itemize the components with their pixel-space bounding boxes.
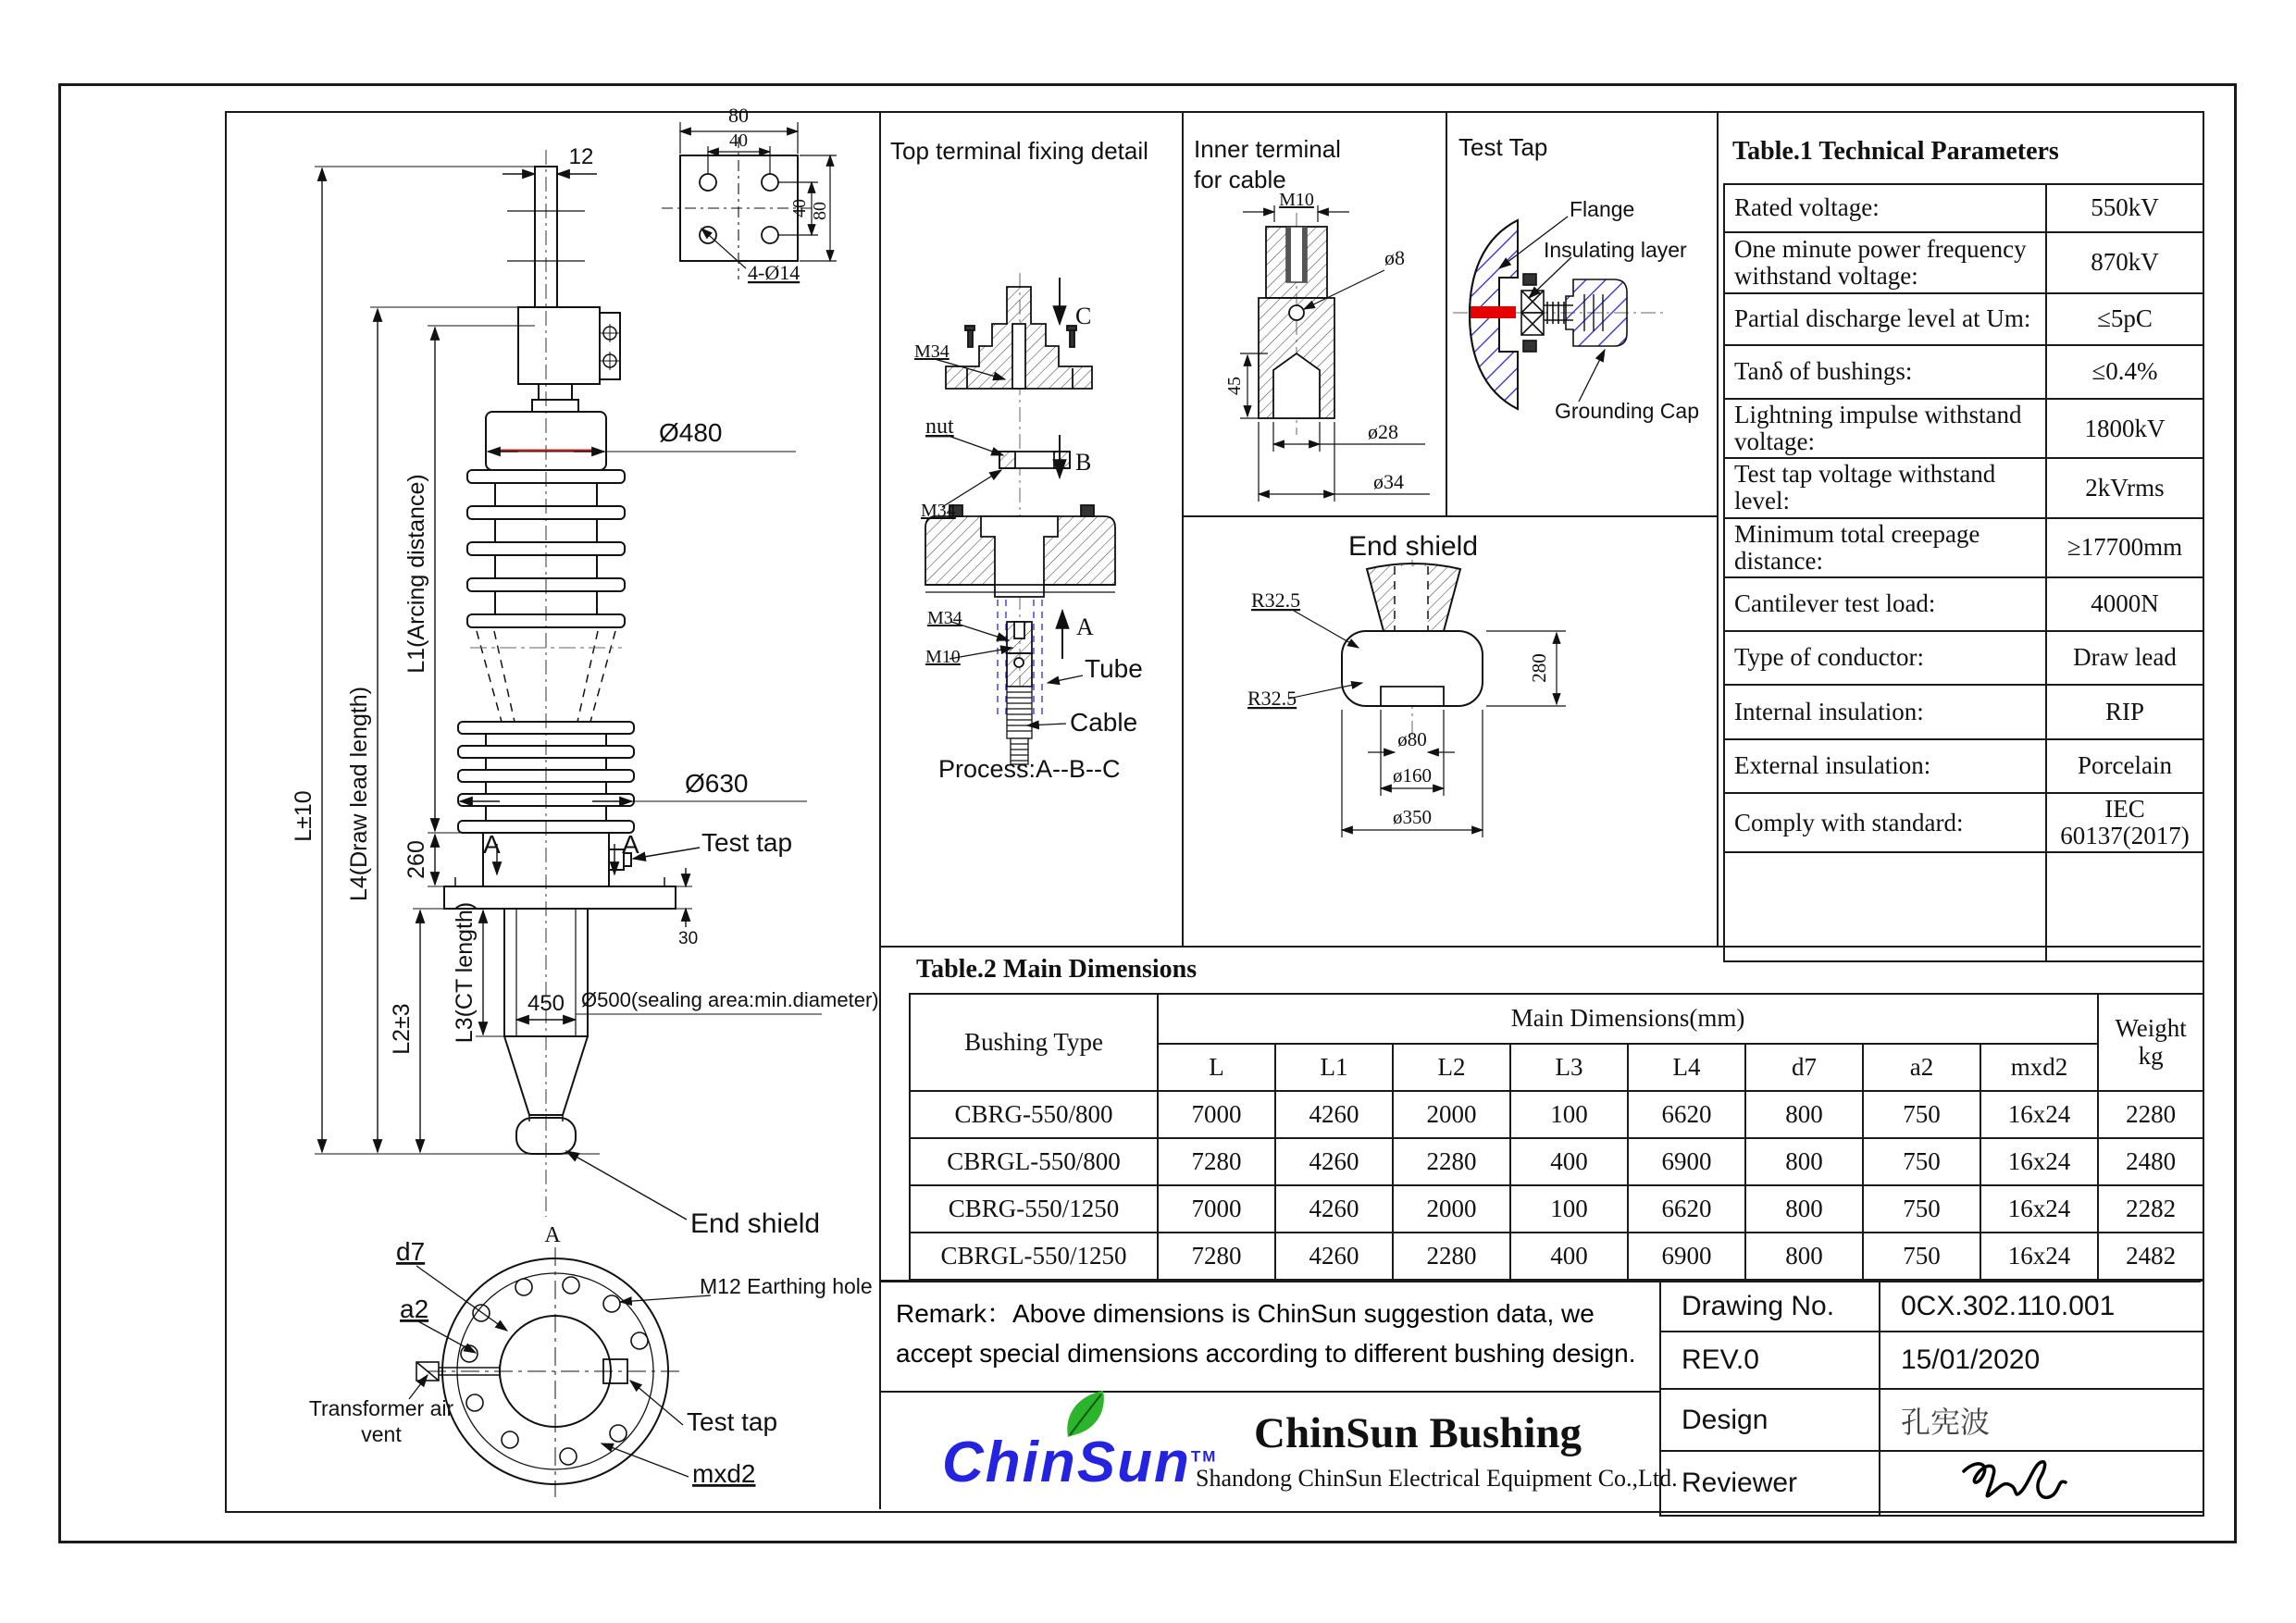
param-value: 4000N <box>2046 577 2203 631</box>
dim-o28: ø28 <box>1368 420 1398 443</box>
label-vent2: vent <box>361 1422 402 1446</box>
ct-tube <box>504 909 588 1154</box>
dim-450: 450 <box>527 991 565 1016</box>
param-value <box>2046 852 2203 961</box>
label-m34-mid: M34 <box>921 501 956 521</box>
param-value: 1800kV <box>2046 399 2203 458</box>
label-b: B <box>1075 449 1092 476</box>
param-value: ≥17700mm <box>2046 518 2203 577</box>
table-row <box>1724 458 2203 517</box>
table2-title: Table.2 Main Dimensions <box>916 955 1198 984</box>
section-a-right: A <box>622 830 639 859</box>
label-insulating: Insulating layer <box>1544 238 1687 262</box>
label-m34-top: M34 <box>914 341 949 362</box>
table-row <box>1724 631 2203 685</box>
label-m10: M10 <box>925 647 961 667</box>
dim-L1: L1(Arcing distance) <box>403 474 429 674</box>
table-row <box>1724 685 2203 739</box>
param-label: Test tap voltage withstand level: <box>1724 458 2046 517</box>
subcol: L3 <box>1510 1044 1628 1091</box>
process-note: Process:A--B--C <box>938 755 1121 783</box>
dim-r-bot: R32.5 <box>1247 687 1297 710</box>
reviewer-signature-cell <box>1880 1451 2203 1516</box>
detail-title: Test Tap <box>1458 133 1548 161</box>
dim-o350: ø350 <box>1393 806 1432 828</box>
shield-body <box>1342 631 1483 706</box>
top-terminal-detail <box>879 111 1182 946</box>
table-row <box>1724 852 2203 961</box>
section-a-left: A <box>483 830 501 859</box>
flange-dim-40r: 40 <box>789 199 810 217</box>
flange-dim-40: 40 <box>729 130 748 151</box>
detail-title-1: Inner terminal <box>1194 135 1341 163</box>
detail-title: End shield <box>1347 531 1479 562</box>
dim-260: 260 <box>403 840 429 879</box>
top-terminal-stem <box>507 167 620 412</box>
param-value: ≤5pC <box>2046 293 2203 345</box>
table-row <box>1724 293 2203 345</box>
dim-12: 12 <box>568 144 594 169</box>
param-value: ≤0.4% <box>2046 345 2203 399</box>
mounting-flange <box>444 833 676 909</box>
remark-note: Remark：Above dimensions is ChinSun suggestion data, we accept special dimensions according to different bushing design. <box>896 1299 1636 1369</box>
inner-terminal-detail <box>1182 111 1446 515</box>
param-value: 550kV <box>2046 184 2203 232</box>
table-row <box>1724 793 2203 852</box>
label-a: A <box>1076 613 1094 640</box>
table-row <box>1724 739 2203 793</box>
subcol: L <box>1158 1044 1275 1091</box>
param-value: Porcelain <box>2046 739 2203 793</box>
label-a2: a2 <box>400 1295 429 1323</box>
param-value: RIP <box>2046 685 2203 739</box>
label-end-shield: End shield <box>690 1208 821 1239</box>
design-value: 孔宪波 <box>1880 1389 2203 1451</box>
detail-title-2: for cable <box>1194 166 1286 193</box>
param-value: 870kV <box>2046 232 2203 293</box>
param-label: Tanδ of bushings: <box>1724 345 2046 399</box>
title-block <box>1659 1280 2204 1517</box>
param-label <box>1724 852 2046 961</box>
dim-L3: L3(CT length) <box>452 901 478 1044</box>
label-m12: M12 Earthing hole <box>700 1274 873 1298</box>
label-c: C <box>1075 303 1092 329</box>
dim-500: Ø500(sealing area:min.diameter) <box>581 988 879 1011</box>
subcol: a2 <box>1863 1044 1980 1091</box>
table-row <box>1724 577 2203 631</box>
table2 <box>909 993 2204 1281</box>
end-shield-detail <box>1182 515 1717 946</box>
dim-630: Ø630 <box>685 769 749 798</box>
flange-dim-80r: 80 <box>810 202 830 220</box>
chinsun-logo <box>925 1393 1222 1508</box>
flange-holes: 4-Ø14 <box>748 261 800 284</box>
col-main-dimensions: Main Dimensions(mm) <box>1158 994 2098 1044</box>
table-row: CBRGL-550/1250 7280 4260 2280 400 6900 800 750 16x24 2482 <box>910 1233 2203 1280</box>
label-m34-low: M34 <box>927 608 962 628</box>
bottom-section-view <box>409 1247 711 1497</box>
dim-r-top: R32.5 <box>1251 588 1301 612</box>
table-row <box>1724 184 2203 232</box>
param-label: Partial discharge level at Um: <box>1724 293 2046 345</box>
subcol: L2 <box>1393 1044 1510 1091</box>
param-label: Comply with standard: <box>1724 793 2046 852</box>
label-nut: nut <box>925 415 954 439</box>
dim-o34: ø34 <box>1373 470 1404 493</box>
param-label: Minimum total creepage distance: <box>1724 518 2046 577</box>
dim-o80: ø80 <box>1397 728 1427 750</box>
rev-label: REV.0 <box>1660 1332 1880 1389</box>
param-value: Draw lead <box>2046 631 2203 685</box>
dim-45: 45 <box>1224 377 1245 395</box>
param-label: Internal insulation: <box>1724 685 2046 739</box>
dim-480: Ø480 <box>659 418 723 447</box>
grounding-cap <box>1566 279 1627 346</box>
label-flange: Flange <box>1570 197 1635 221</box>
rev-value: 15/01/2020 <box>1880 1332 2203 1389</box>
dim-o160: ø160 <box>1393 764 1432 787</box>
param-label: Lightning impulse withstand voltage: <box>1724 399 2046 458</box>
table1 <box>1723 183 2204 962</box>
company-title: ChinSun Bushing <box>1254 1409 1582 1457</box>
table-row: CBRGL-550/800 7280 4260 2280 400 6900 800 750 16x24 2480 <box>910 1138 2203 1185</box>
label-vent1: Transformer air <box>308 1396 454 1420</box>
test-tap-detail <box>1446 111 1717 515</box>
drawing-no-label: Drawing No. <box>1660 1281 1880 1332</box>
table-row: CBRG-550/1250 7000 4260 2000 100 6620 800 750 16x24 2282 <box>910 1185 2203 1233</box>
table1-title: Table.1 Technical Parameters <box>1732 137 2059 166</box>
dim-L: L±10 <box>291 790 316 842</box>
table-row <box>1724 345 2203 399</box>
label-test-tap: Test tap <box>701 828 793 857</box>
label-test-tap-2: Test tap <box>687 1407 778 1436</box>
param-value: IEC 60137(2017) <box>2046 793 2203 852</box>
dim-o8: ø8 <box>1384 246 1405 269</box>
subcol: L1 <box>1275 1044 1393 1091</box>
dim-L4: L4(Draw lead length) <box>346 686 372 902</box>
design-label: Design <box>1660 1389 1880 1451</box>
subcol: d7 <box>1745 1044 1863 1091</box>
dim-280: 280 <box>1528 653 1550 683</box>
param-value: 2kVrms <box>2046 458 2203 517</box>
dimension-lines <box>315 167 822 1220</box>
subcol: mxd2 <box>1980 1044 2098 1091</box>
subcol: L4 <box>1628 1044 1745 1091</box>
param-label: Rated voltage: <box>1724 184 2046 232</box>
drawing-no-value: 0CX.302.110.001 <box>1880 1281 2203 1332</box>
col-weight: Weight kg <box>2098 994 2203 1091</box>
label-mxd2: mxd2 <box>692 1459 756 1488</box>
label-d7: d7 <box>396 1237 426 1266</box>
dim-m10: M10 <box>1279 190 1314 210</box>
divider <box>1717 111 1719 948</box>
label-cable: Cable <box>1070 708 1138 737</box>
main-bushing-drawing <box>225 104 879 1511</box>
col-bushing-type: Bushing Type <box>910 994 1158 1091</box>
brand-wordmark: ChinSun™ <box>942 1431 1218 1494</box>
param-label: Cantilever test load: <box>1724 577 2046 631</box>
table-row <box>1724 399 2203 458</box>
param-label: External insulation: <box>1724 739 2046 793</box>
table-row <box>1724 232 2203 293</box>
dim-30: 30 <box>678 929 699 948</box>
company-subtitle: Shandong ChinSun Electrical Equipment Co.,Ltd. <box>1196 1465 1678 1492</box>
param-label: Type of conductor: <box>1724 631 2046 685</box>
reviewer-label: Reviewer <box>1660 1451 1880 1516</box>
flange-top-view <box>662 122 837 279</box>
reviewer-signature <box>1956 1455 2095 1508</box>
dim-L2: L2±3 <box>389 1003 415 1055</box>
flange-dim-80: 80 <box>728 104 749 127</box>
detail-title: Top terminal fixing detail <box>890 137 1148 165</box>
label-tube: Tube <box>1085 654 1143 683</box>
table-row <box>1724 518 2203 577</box>
label-grounding: Grounding Cap <box>1555 399 1699 423</box>
section-view-label: A <box>544 1223 561 1247</box>
param-label: One minute power frequency withstand voltage: <box>1724 232 2046 293</box>
table-row: CBRG-550/800 7000 4260 2000 100 6620 800 750 16x24 2280 <box>910 1091 2203 1138</box>
